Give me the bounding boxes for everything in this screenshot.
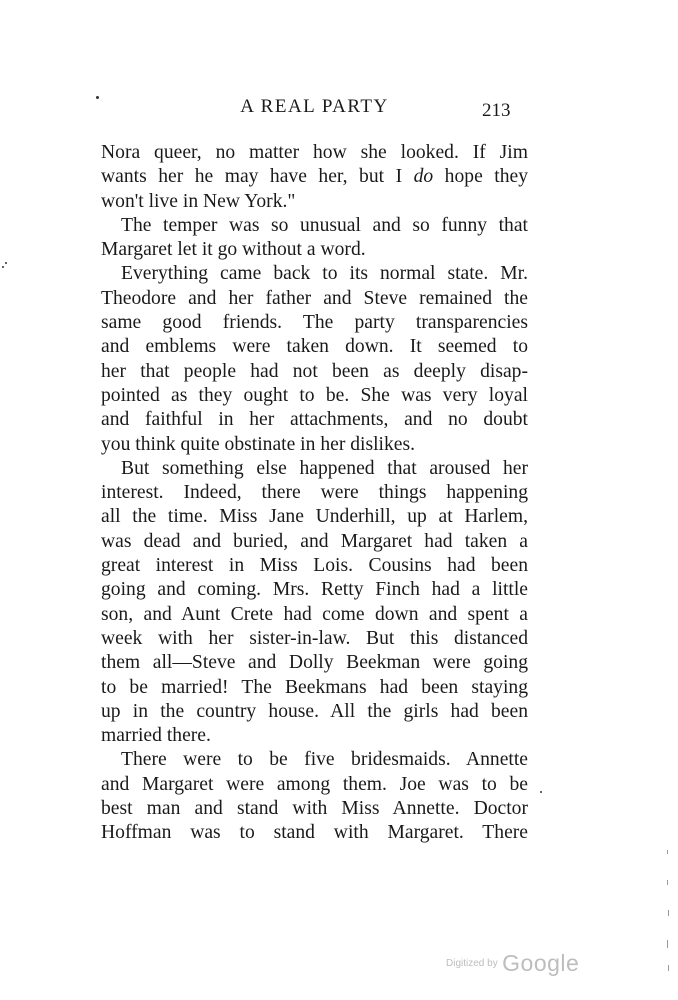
text-line: and faithful in her attachments, and no doubt: [101, 409, 528, 431]
text-line: Nora queer, no matter how she looked. If Jim: [101, 142, 528, 163]
text-line: great interest in Miss Lois. Cousins had been: [101, 555, 528, 577]
page-number: 213: [482, 100, 511, 121]
text-line: going and coming. Mrs. Retty Finch had a little: [101, 579, 528, 601]
text-line: same good friends. The party transparencies: [101, 312, 528, 334]
text-line: and Margaret were among them. Joe was to be: [101, 773, 528, 795]
text-line: wants her he may have her, but I do hope they: [101, 166, 528, 188]
text-line: you think quite obstinate in her dislikes.: [101, 433, 416, 455]
text-line: and emblems were taken down. It seemed to: [101, 336, 528, 358]
watermark-prefix: Digitized by: [446, 958, 498, 969]
margin-speck: [5, 262, 7, 264]
text-line: all the time. Miss Jane Underhill, up at Harlem,: [101, 506, 528, 528]
text-line: Hoffman was to stand with Margaret. There: [101, 822, 528, 844]
text-line: interest. Indeed, there were things happening: [101, 482, 528, 504]
margin-speck: [540, 791, 542, 793]
running-title: A REAL PARTY: [240, 96, 389, 117]
text-line: The temper was so unusual and so funny that: [121, 214, 528, 236]
edge-mark: [667, 880, 668, 885]
text-line: week with her sister-in-law. But this distanced: [101, 627, 528, 649]
margin-speck: [2, 266, 4, 268]
text-line: pointed as they ought to be. She was very loyal: [101, 384, 528, 406]
edge-mark: [667, 940, 668, 948]
text-line: Everything came back to its normal state. Mr.: [121, 263, 528, 285]
text-line: Theodore and her father and Steve remained the: [101, 287, 528, 309]
text-line: But something else happened that aroused her: [121, 457, 528, 479]
edge-mark: [668, 910, 669, 916]
text-line: Margaret let it go without a word.: [101, 239, 366, 261]
text-line: up in the country house. All the girls had been: [101, 700, 528, 722]
body-text: [101, 141, 528, 846]
edge-mark: [668, 965, 669, 971]
text-line: won't live in New York.": [101, 190, 296, 212]
text-line: There were to be five bridesmaids. Annette: [121, 749, 528, 771]
edge-mark: [667, 850, 668, 854]
text-line: her that people had not been as deeply disap-: [101, 360, 528, 382]
google-logo: Google: [502, 950, 580, 976]
digitized-watermark: [446, 950, 579, 977]
running-header: [101, 96, 528, 126]
text-line: son, and Aunt Crete had come down and spent a: [101, 603, 528, 625]
text-line: married there.: [101, 725, 211, 747]
text-line: best man and stand with Miss Annette. Doctor: [101, 798, 528, 820]
text-line: was dead and buried, and Margaret had taken a: [101, 530, 528, 552]
text-line: them all—Steve and Dolly Beekman were going: [101, 652, 528, 674]
text-line: to be married! The Beekmans had been staying: [101, 676, 528, 698]
margin-speck: [96, 96, 99, 99]
